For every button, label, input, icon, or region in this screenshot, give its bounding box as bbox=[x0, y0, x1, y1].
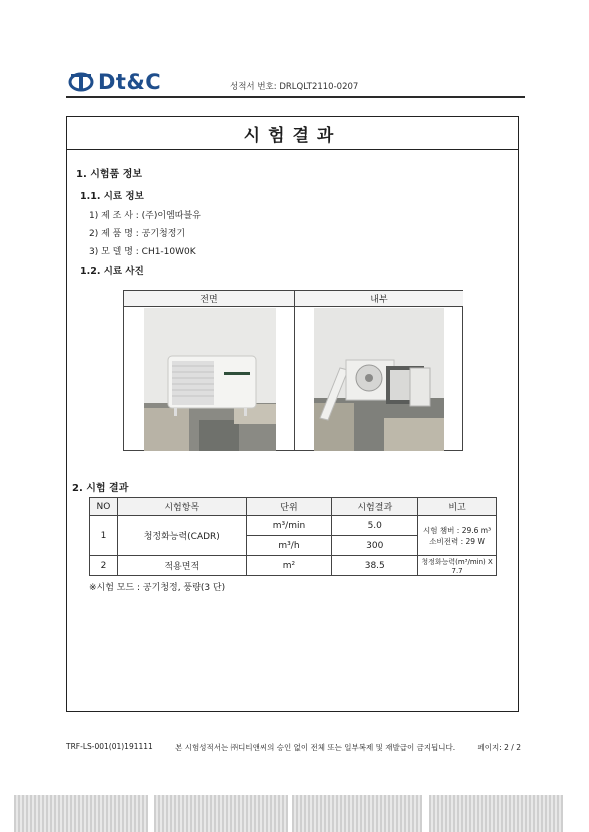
header-result: 시험결과 bbox=[332, 498, 418, 516]
footer bbox=[66, 742, 521, 753]
remark-chamber: 시험 챔버 : 29.6 m³ bbox=[423, 525, 492, 535]
photo-header-front: 전면 bbox=[124, 291, 294, 307]
scan-strip bbox=[14, 795, 148, 832]
row1-value-h: 300 bbox=[332, 536, 418, 556]
row1-unit-min: m³/min bbox=[246, 516, 332, 536]
scan-strip bbox=[154, 795, 288, 832]
remark-power: 소비전력 : 29 W bbox=[429, 536, 485, 546]
section1-title: 1. 시험품 정보 bbox=[76, 169, 143, 180]
photo-table bbox=[123, 290, 463, 451]
page-number: 페이지: 2 / 2 bbox=[477, 743, 521, 752]
photo-header-inside: 내부 bbox=[295, 291, 463, 307]
inside-photo bbox=[314, 308, 444, 451]
company-logo bbox=[68, 70, 161, 94]
product-line: 2) 제 품 명 : 공기청정기 bbox=[89, 229, 186, 239]
row2-value: 38.5 bbox=[332, 556, 418, 576]
sample-photo-title: 1.2. 시료 사진 bbox=[80, 266, 144, 277]
scan-strip bbox=[429, 795, 563, 832]
row2-remark: 청정화능력(m³/min) X 7.7 bbox=[418, 556, 497, 576]
header-remark: 비고 bbox=[418, 498, 497, 516]
dtc-logo-icon bbox=[68, 72, 94, 92]
sample-info-title: 1.1. 시료 정보 bbox=[80, 191, 144, 202]
header-no: NO bbox=[90, 498, 118, 516]
certificate-number: 성적서 번호: DRLQLT2110-0207 bbox=[230, 82, 359, 92]
row1-remark bbox=[418, 516, 497, 556]
manufacturer-line: 1) 제 조 사 : (주)이엠따블유 bbox=[89, 211, 201, 221]
header-unit: 단위 bbox=[246, 498, 332, 516]
table-row bbox=[90, 516, 497, 536]
row1-no: 1 bbox=[90, 516, 118, 556]
header-divider bbox=[66, 96, 525, 98]
row1-item: 청정화능력(CADR) bbox=[117, 516, 246, 556]
scan-strip bbox=[292, 795, 422, 832]
front-photo bbox=[144, 308, 276, 451]
header-item: 시험항목 bbox=[117, 498, 246, 516]
page-title: 시험결과 bbox=[66, 117, 519, 150]
copyright-notice: 본 시험성적서는 ㈜디티앤씨의 승인 없이 전체 또는 일부복제 및 재발급이 금지됩니다. bbox=[175, 743, 456, 752]
test-mode-remark: ※시험 모드 : 공기청정, 풍량(3 단) bbox=[89, 583, 226, 593]
row1-value-min: 5.0 bbox=[332, 516, 418, 536]
row1-unit-h: m³/h bbox=[246, 536, 332, 556]
photo-divider bbox=[294, 291, 295, 450]
table-row bbox=[90, 556, 497, 576]
result-table bbox=[89, 497, 497, 576]
logo-text: Dt&C bbox=[98, 70, 162, 94]
form-code: TRF-LS-001(01)191111 bbox=[66, 742, 153, 751]
row2-unit: m² bbox=[246, 556, 332, 576]
row2-item: 적용면적 bbox=[117, 556, 246, 576]
row2-no: 2 bbox=[90, 556, 118, 576]
model-line: 3) 모 델 명 : CH1-10W0K bbox=[89, 247, 196, 257]
table-header-row bbox=[90, 498, 497, 516]
section2-title: 2. 시험 결과 bbox=[72, 483, 129, 494]
